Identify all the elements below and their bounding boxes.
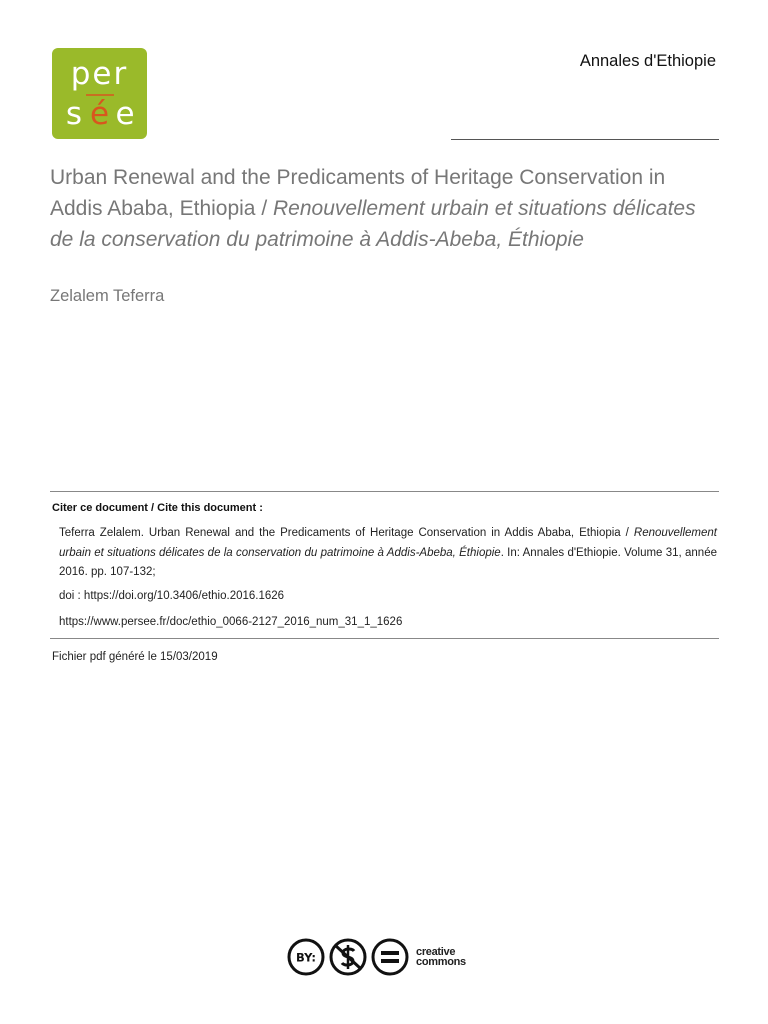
citation-text-part2: . In: Annales d'Ethiopie. Volume 31, année 2016. pp. 107-132; — [59, 546, 717, 578]
logo-text-top: per — [70, 56, 129, 92]
citation-doi[interactable]: doi : https://doi.org/10.3406/ethio.2016.1626 — [59, 590, 285, 602]
citation-text-part1: Teferra Zelalem. Urban Renewal and the Predicaments of Heritage Conservation in Addis Ababa, Ethiopia / — [59, 527, 634, 539]
citation-divider-bottom — [50, 638, 719, 639]
article-author: Zelalem Teferra — [50, 287, 165, 305]
logo-text-mid: é — [89, 96, 110, 132]
logo-text-left: s — [65, 96, 83, 132]
citation-text-italic: Renouvellement urbain et situations délicates de la conservation du patrimoine à Addis-Abeba, Éthiopie — [59, 527, 717, 559]
creative-commons-wordmark — [416, 947, 466, 967]
citation-divider-top — [50, 491, 719, 492]
cc-word-commons: commons — [416, 956, 466, 968]
title-french: Renouvellement urbain et situations délicates de la conservation du patrimoine à Addis-Abeba, Éthiopie — [50, 197, 696, 251]
citation-text — [59, 524, 717, 583]
header-divider — [451, 139, 719, 140]
citation-url[interactable]: https://www.persee.fr/doc/ethio_0066-2127_2016_num_31_1_1626 — [59, 616, 403, 628]
cc-word-creative: creative — [416, 946, 456, 958]
generated-date: Fichier pdf généré le 15/03/2019 — [52, 651, 218, 663]
creative-commons-badge[interactable] — [286, 937, 486, 977]
non-commercial-icon — [331, 940, 365, 974]
article-title — [50, 162, 720, 255]
logo-text-right: e — [115, 96, 135, 132]
no-derivatives-icon — [373, 940, 407, 974]
journal-name: Annales d'Ethiopie — [579, 52, 716, 70]
title-english: Urban Renewal and the Predicaments of Heritage Conservation in Addis Ababa, Ethiopia / — [50, 166, 666, 220]
citation-heading: Citer ce document / Cite this document : — [52, 502, 263, 514]
cc-license-icons — [286, 937, 411, 977]
by-label: BY: — [295, 950, 317, 965]
persee-logo — [52, 48, 147, 139]
